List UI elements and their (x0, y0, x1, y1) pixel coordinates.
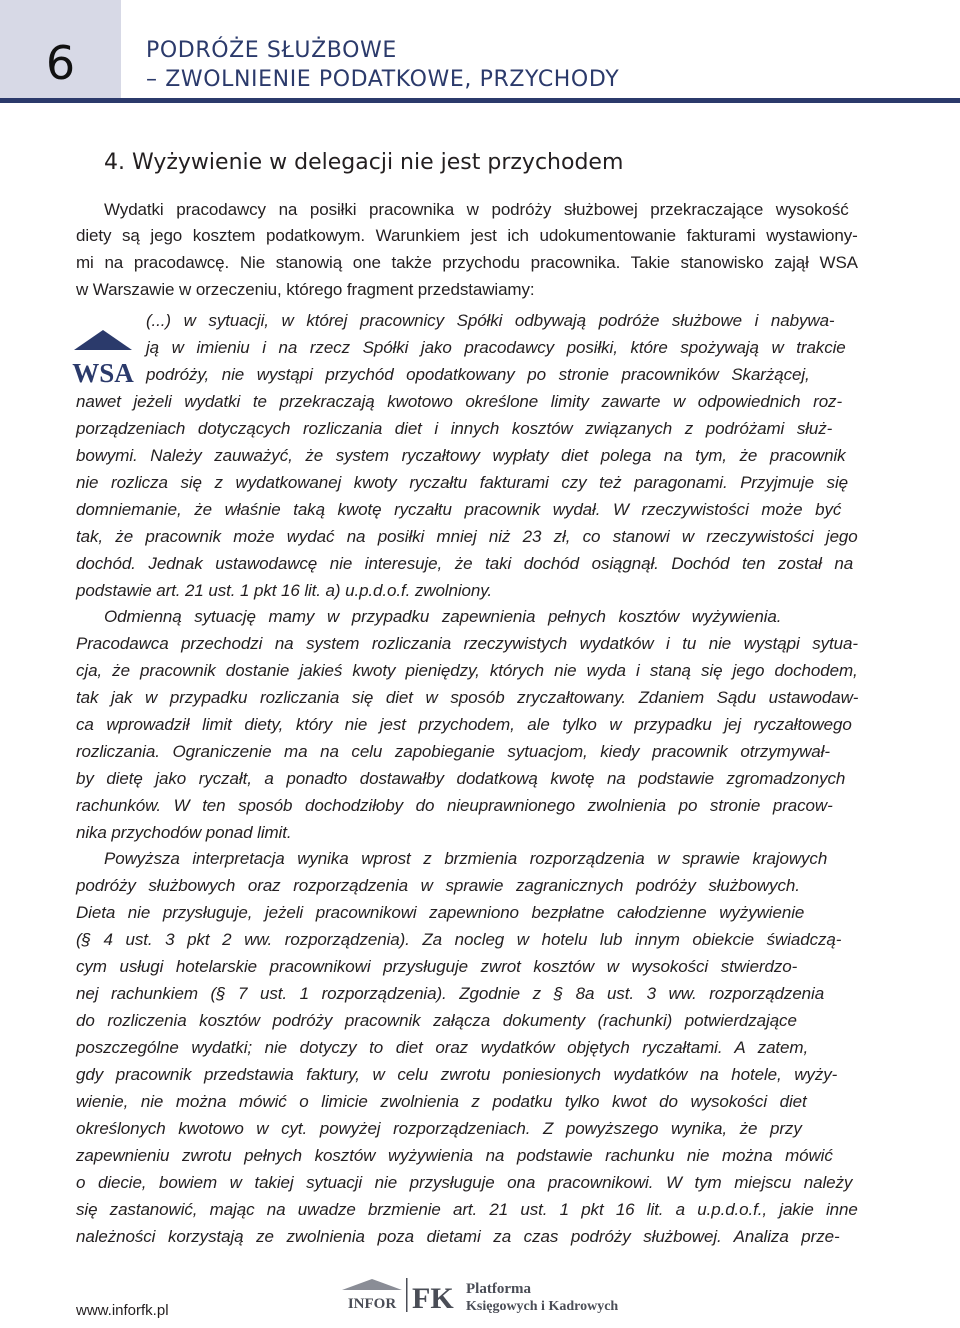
text-line: zapewnieniu zwrotu pełnych kosztów wyżywienia na podstawie rachunku nie można mówić (76, 1146, 833, 1165)
wsa-logo-text: WSA (72, 358, 134, 388)
text-line: Pracodawca przechodzi na system rozliczania rzeczywistych wydatków i tu nie wystąpi sytua- (76, 634, 858, 653)
text-line: rachunków. W ten sposób dochodziłoby do nieuprawnionego zwolnienia po stronie pracow- (76, 796, 833, 815)
text-line: mi na pracodawcę. Nie stanowią one także przychodu pracownika. Takie stanowisko zajął WSA (76, 253, 858, 272)
footer-url: www.inforfk.pl (76, 1302, 169, 1319)
text-line: się zastanowić, mając na uwadze brzmienie art. 21 ust. 1 pkt 16 lit. a u.p.d.o.f., jakie inne (76, 1200, 858, 1219)
text-line: o diecie, bowiem w takiej sytuacji nie przysługuje ona pracownikowi. W tym miejscu należy (76, 1173, 853, 1192)
text-line: Powyższa interpretacja wynika wprost z brzmienia rozporządzenia w sprawie krajowych (104, 849, 828, 868)
text-line: gdy pracownik przedstawia faktury, w celu zwrotu poniesionych wydatków na hotele, wyży- (76, 1065, 838, 1084)
text-line: podróży służbowych oraz rozporządzenia w sprawie zagranicznych podróży służbowych. (76, 876, 800, 895)
header-title-line1: PODRÓŻE SŁUŻBOWE (146, 38, 397, 63)
text-line: (...) w sytuacji, w której pracownicy Spółki odbywają podróże służbowe i nabywa- (146, 311, 835, 330)
text-line: bowymi. Należy zauważyć, że system ryczałtowy wypłaty diet polega na tym, że pracownik (76, 446, 846, 465)
footer-publisher-logo (340, 1276, 620, 1316)
text-line: do rozliczenia kosztów podróży pracownik załącza dokumenty (rachunki) potwierdzające (76, 1011, 797, 1030)
text-line: rozliczania. Ograniczenie ma na celu zapobieganie sytuacjom, kiedy pracownik otrzymywał- (76, 742, 830, 761)
text-line: dochód. Jednak ustawodawcę nie interesuje, że taki dochód osiągnął. Dochód ten został na (76, 554, 854, 573)
text-line: nika przychodów ponad limit. (76, 823, 292, 842)
text-line: (§ 4 ust. 3 pkt 2 ww. rozporządzenia). Za nocleg w hotelu lub innym obiekcie świadczą- (76, 930, 842, 949)
text-line: nawet jeżeli wydatki te przekraczają kwotowo określone limity zawarte w odpowiednich roz- (76, 392, 843, 411)
text-line: porządzeniach dotyczących rozliczania diet i innych kosztów związanych z podróżami służ- (76, 419, 833, 438)
logo-fk-text: FK (412, 1282, 454, 1315)
logo-line2-text: Księgowych i Kadrowych (466, 1299, 619, 1314)
text-line: nie rozlicza się z wydatkowanej kwoty ryczałtu fakturami czy też paragonami. Przyjmuje się (76, 473, 848, 492)
text-line: cja, że pracownik dostanie jakieś kwoty pieniędzy, których nie wyda i staną się jego dochodem, (76, 661, 858, 680)
header-title-line2: – ZWOLNIENIE PODATKOWE, PRZYCHODY (146, 67, 620, 92)
text-line: Wydatki pracodawcy na posiłki pracownika w podróży służbowej przekraczające wysokość (104, 200, 849, 219)
text-line: cym usługi hotelarskie pracownikowi przysługuje zwrot kosztów w wysokości stwierdzo- (76, 957, 798, 976)
text-line: diety są jego kosztem podatkowym. Warunkiem jest ich udokumentowanie fakturami wystawiony- (76, 226, 858, 245)
text-line: domniemanie, że właśnie taką kwotę ryczałtu pracownik wydał. W rzeczywistości może być (76, 500, 842, 519)
text-line: podstawie art. 21 ust. 1 pkt 16 lit. a) u.p.d.o.f. zwolniony. (76, 581, 492, 600)
chapter-number: 6 (45, 36, 76, 90)
text-line: wienie, nie można mówić o limicie zwolnienia z podatku tylko kwot do wysokości diet (76, 1092, 807, 1111)
text-line: Dieta nie przysługuje, jeżeli pracownikowi zapewniono bezpłatne całodzienne wyżywienie (76, 903, 805, 922)
text-line: tak, że pracownik może wydać na posiłki mniej niż 23 zł, co stanowi w rzeczywistości jego (76, 527, 858, 546)
section-title: 4. Wyżywienie w delegacji nie jest przychodem (104, 150, 624, 175)
logo-line1-text: Platforma (466, 1281, 531, 1297)
text-line: w Warszawie w orzeczeniu, którego fragment przedstawiamy: (76, 280, 535, 299)
text-line: poszczególne wydatki; nie dotyczy to diet oraz wydatków objętych ryczałtami. A zatem, (76, 1038, 809, 1057)
text-line: by dietę jako ryczałt, a ponadto dostawałby dodatkową kwotę na podstawie zgromadzonych (76, 769, 846, 788)
text-line: określonych kwotowo w cyt. powyżej rozporządzeniach. Z powyższego wynika, że przy (76, 1119, 802, 1138)
text-line: nej rachunkiem (§ 7 ust. 1 rozporządzenia). Zgodnie z § 8a ust. 3 ww. rozporządzenia (76, 984, 825, 1003)
text-line: podróży, nie wystąpi przychód opodatkowany po stronie pracowników Skarżącej, (146, 365, 810, 384)
text-line: ją w imieniu i na rzecz Spółki jako pracodawcy posiłki, które spożywają w trakcie (146, 338, 846, 357)
logo-infor-text: INFOR (347, 1296, 397, 1312)
text-line: należności korzystają ze zwolnienia poza dietami za czas podróży służbowej. Analiza prze- (76, 1227, 840, 1246)
text-line: tak jak w przypadku rozliczania się diet w sposób zryczałtowany. Zdaniem Sądu ustawodaw- (76, 688, 859, 707)
text-line: Odmienną sytuację mamy w przypadku zapewnienia pełnych kosztów wyżywienia. (104, 607, 782, 626)
text-line: ca wprowadził limit diety, który nie jest przychodem, ale tylko w przypadku jej ryczałtowego (76, 715, 852, 734)
